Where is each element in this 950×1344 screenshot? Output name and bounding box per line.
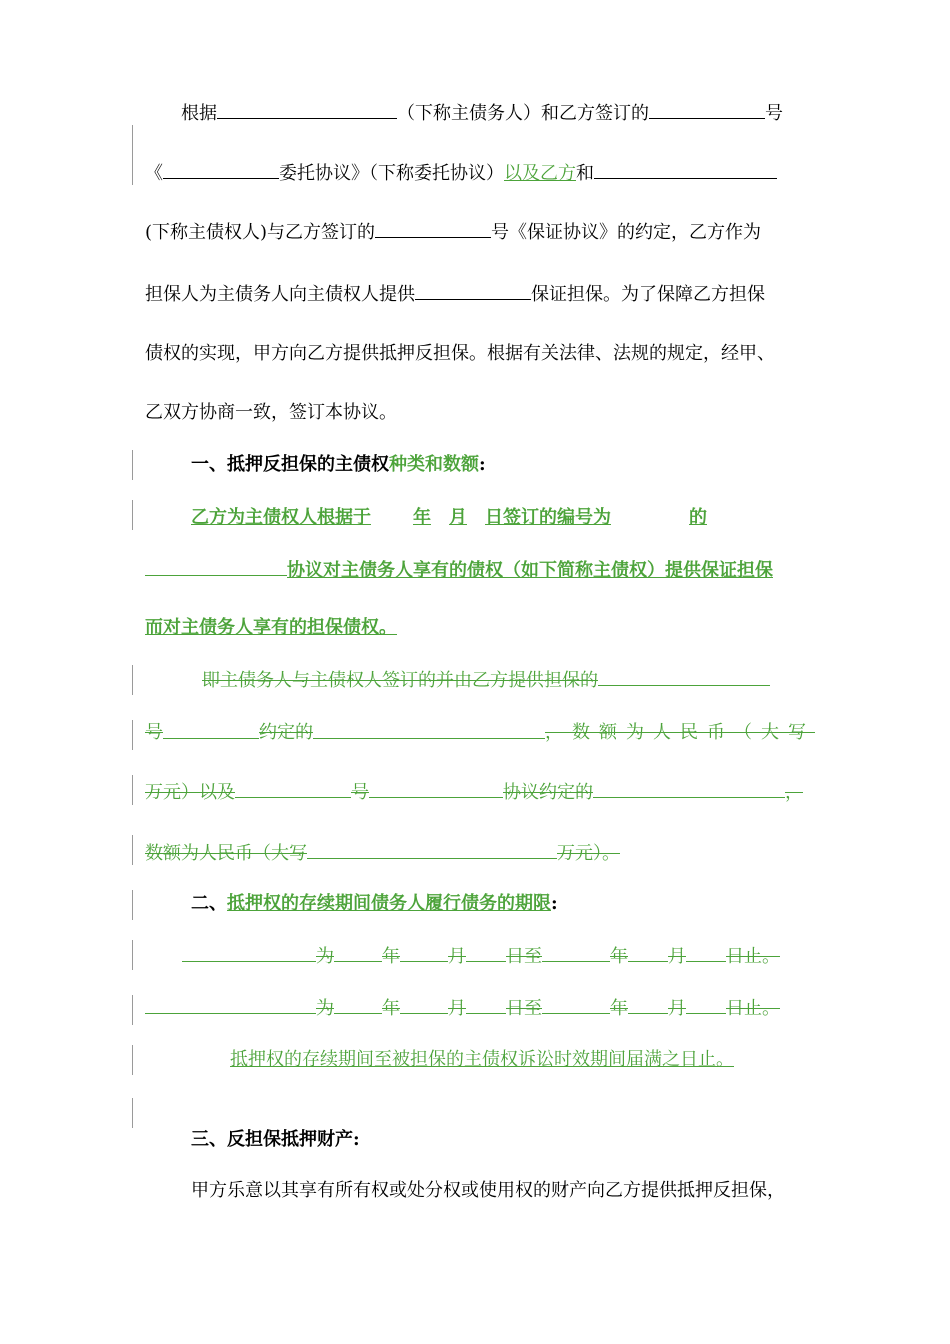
inserted-text: 以及乙方 (504, 163, 576, 184)
paragraph-line: 甲方乐意以其享有所有权或处分权或使用权的财产向乙方提供抵押反担保， (191, 1180, 785, 1201)
blank-field (369, 779, 503, 798)
heading-text: 二、 (191, 893, 227, 914)
inserted-text: 乙方为主债权人根据于 (191, 507, 371, 528)
blank-field (594, 160, 777, 179)
blank-field (598, 667, 770, 686)
deleted-text: 为 (316, 946, 334, 967)
blank-field (334, 995, 382, 1014)
deleted-line (145, 840, 815, 867)
deleted-text: 约定的 (259, 722, 313, 743)
deleted-text: 年 (610, 998, 628, 1019)
revision-bar (132, 155, 133, 185)
deleted-text: 号 (351, 782, 369, 803)
blank-field (686, 943, 726, 962)
deleted-line (145, 943, 815, 970)
blank-field (542, 995, 610, 1014)
revision-bar (132, 890, 133, 920)
blank-field (415, 281, 531, 300)
heading-text: 一、抵押反担保的主债权 (191, 454, 389, 475)
paragraph-line (145, 100, 815, 127)
blank-field (400, 995, 448, 1014)
deleted-text: 即主债务人与主债权人签订的并由乙方提供担保的 (202, 670, 598, 691)
inserted-text: 的 (689, 507, 707, 528)
blank-field (235, 779, 351, 798)
blank-field (217, 100, 397, 119)
deleted-text: 月 (448, 946, 466, 967)
section-heading-2 (145, 891, 815, 917)
revision-bar (132, 125, 133, 155)
deleted-text: 数额为人民币（大写 (145, 843, 307, 864)
blank-field (182, 943, 316, 962)
text: 担保人为主债务人向主债权人提供 (145, 284, 415, 305)
heading-text: : (551, 893, 558, 914)
paragraph-line: 而对主债务人享有的担保债权。 (145, 617, 397, 638)
inserted-text: 年 (413, 507, 431, 528)
inserted-text: 种类和数额 (389, 454, 479, 475)
deleted-text: 号 (145, 722, 163, 743)
blank-field (307, 840, 557, 859)
blank-field (375, 219, 491, 238)
paragraph-line (145, 557, 815, 584)
inserted-text: 抵押权的存续期间至被担保的主债权诉讼时效期间届满之日止。 (230, 1049, 734, 1070)
deleted-text: 万元）。 (557, 843, 620, 864)
deleted-text: 年 (382, 946, 400, 967)
blank-field (686, 995, 726, 1014)
revision-bar (132, 665, 133, 695)
paragraph-line (145, 160, 815, 187)
revision-bar (132, 1098, 133, 1128)
inserted-text: 抵押权的存续期间债务人履行债务的期限 (227, 893, 551, 914)
deleted-line (145, 995, 815, 1022)
deleted-text: 日至 (506, 998, 542, 1019)
blank-field (334, 943, 382, 962)
section-heading-3: 三、反担保抵押财产: (191, 1129, 360, 1150)
text: 保证担保。为了保障乙方担保 (531, 284, 765, 305)
blank-field (163, 720, 259, 739)
revision-bar (132, 1045, 133, 1075)
paragraph-line (145, 1047, 815, 1073)
deleted-text: 年 (382, 998, 400, 1019)
deleted-text: 日止。 (726, 946, 780, 967)
text: 和 (576, 163, 594, 184)
paragraph-line (145, 219, 815, 246)
revision-bar (132, 450, 133, 480)
deleted-text: 年 (610, 946, 628, 967)
revision-bar (132, 720, 133, 750)
blank-field (163, 160, 279, 179)
deleted-text: 协议约定的 (503, 782, 593, 803)
blank-field (145, 557, 287, 576)
deleted-text: 月 (668, 998, 686, 1019)
deleted-text: 月 (668, 946, 686, 967)
inserted-text: 协议对主债务人享有的债权（如下简称主债权）提供保证担保 (287, 560, 773, 581)
deleted-text: 为 (316, 998, 334, 1019)
deleted-text: 日至 (506, 946, 542, 967)
text: （下称主债务人）和乙方签订的 (397, 103, 649, 124)
revision-bar (132, 775, 133, 805)
text: 号 (765, 103, 783, 124)
blank-field (649, 100, 765, 119)
revision-bar (132, 940, 133, 970)
deleted-text: 月 (448, 998, 466, 1019)
deleted-text: ，数额为人民币（大写 (545, 722, 815, 743)
blank-field (400, 943, 448, 962)
blank-field (628, 995, 668, 1014)
paragraph-line: 债权的实现，甲方向乙方提供抵押反担保。根据有关法律、法规的规定，经甲、 (145, 343, 775, 364)
blank-field (145, 995, 316, 1014)
blank-field (313, 720, 545, 739)
revision-bar (132, 835, 133, 865)
deleted-text: 万元）以及 (145, 782, 235, 803)
text: 《 (145, 163, 163, 184)
blank-field (628, 943, 668, 962)
deleted-line (145, 720, 815, 746)
inserted-text: 月 (449, 507, 467, 528)
text: 号《保证协议》的约定，乙方作为 (491, 222, 762, 243)
deleted-text: 日止。 (726, 998, 780, 1019)
revision-bar (132, 500, 133, 530)
text: 委托协议》（下称委托协议） (279, 163, 504, 184)
inserted-text: 日签订的编号为 (485, 507, 611, 528)
paragraph-line: 乙双方协商一致，签订本协议。 (145, 402, 397, 423)
paragraph-line (145, 505, 815, 531)
heading-text: : (479, 454, 486, 475)
revision-bar (132, 995, 133, 1025)
blank-field (593, 779, 785, 798)
paragraph-line (145, 281, 815, 308)
section-heading-1 (145, 452, 815, 478)
deleted-text: ， (785, 782, 803, 803)
text: (下称主债权人)与乙方签订的 (145, 222, 376, 243)
blank-field (466, 943, 506, 962)
blank-field (542, 943, 610, 962)
text: 根据 (181, 103, 217, 124)
deleted-line (145, 667, 815, 694)
deleted-line (145, 779, 815, 806)
blank-field (466, 995, 506, 1014)
